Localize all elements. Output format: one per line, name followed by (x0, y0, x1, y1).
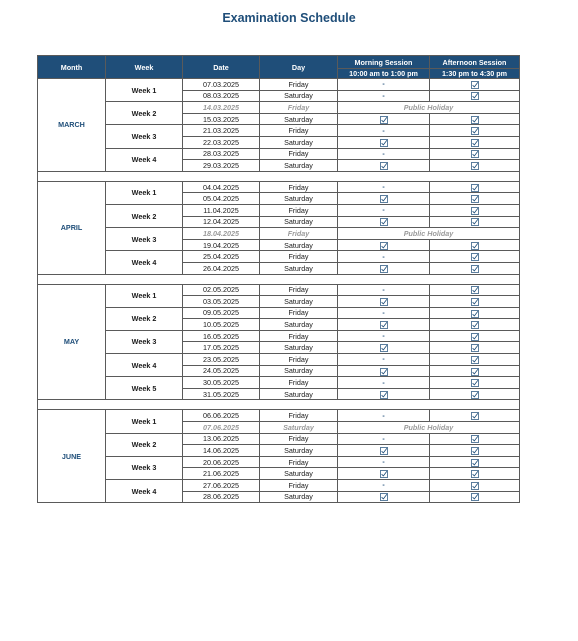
morning-session-cell (338, 216, 430, 228)
week-cell: Week 1 (106, 79, 183, 102)
checkbox-checked-icon (471, 333, 479, 341)
checkbox-checked-icon (380, 391, 388, 399)
morning-session-cell (338, 342, 430, 354)
checkbox-checked-icon (471, 470, 479, 478)
morning-session-cell (338, 491, 430, 503)
checkbox-checked-icon (380, 242, 388, 250)
separator-cell (38, 400, 520, 410)
month-cell: MAY (38, 284, 106, 400)
afternoon-session-cell (430, 377, 520, 389)
morning-session-cell (338, 204, 430, 216)
day-cell: Saturday (260, 365, 338, 377)
checkbox-checked-icon (380, 218, 388, 226)
day-cell: Saturday (260, 468, 338, 480)
day-cell: Friday (260, 354, 338, 366)
morning-session-cell (338, 239, 430, 251)
date-cell: 24.05.2025 (183, 365, 260, 377)
table-row (38, 330, 520, 342)
day-cell: Friday (260, 181, 338, 193)
day-cell: Friday (260, 102, 338, 114)
no-session-dash: - (382, 81, 385, 89)
date-cell: 27.06.2025 (183, 480, 260, 492)
checkbox-checked-icon (471, 184, 479, 192)
afternoon-session-cell (430, 239, 520, 251)
checkbox-checked-icon (380, 298, 388, 306)
week-cell: Week 2 (106, 102, 183, 125)
checkbox-checked-icon (380, 116, 388, 124)
morning-session-cell (338, 365, 430, 377)
month-cell: MARCH (38, 79, 106, 172)
table-row (38, 307, 520, 319)
week-cell: Week 3 (106, 228, 183, 251)
day-cell: Saturday (260, 193, 338, 205)
table-row (38, 228, 520, 240)
morning-session-cell (338, 354, 430, 366)
day-cell: Saturday (260, 216, 338, 228)
afternoon-session-cell (430, 125, 520, 137)
checkbox-checked-icon (471, 412, 479, 420)
header-morning-session: Morning Session (338, 56, 430, 69)
month-separator (38, 274, 520, 284)
checkbox-checked-icon (471, 92, 479, 100)
day-cell: Saturday (260, 342, 338, 354)
afternoon-session-cell (430, 433, 520, 445)
morning-session-cell (338, 388, 430, 400)
checkbox-checked-icon (380, 368, 388, 376)
afternoon-session-cell (430, 204, 520, 216)
checkbox-checked-icon (471, 207, 479, 215)
header-morning-time: 10:00 am to 1:00 pm (338, 69, 430, 79)
header-afternoon-session: Afternoon Session (430, 56, 520, 69)
day-cell: Saturday (260, 319, 338, 331)
checkbox-checked-icon (471, 379, 479, 387)
afternoon-session-cell (430, 193, 520, 205)
checkbox-checked-icon (471, 139, 479, 147)
date-cell: 13.06.2025 (183, 433, 260, 445)
week-cell: Week 3 (106, 125, 183, 148)
day-cell: Friday (260, 433, 338, 445)
morning-session-cell (338, 251, 430, 263)
morning-session-cell (338, 445, 430, 457)
checkbox-checked-icon (471, 368, 479, 376)
checkbox-checked-icon (471, 162, 479, 170)
schedule-table (37, 55, 520, 503)
morning-session-cell (338, 307, 430, 319)
day-cell: Saturday (260, 90, 338, 102)
week-cell: Week 4 (106, 251, 183, 274)
day-cell: Friday (260, 125, 338, 137)
afternoon-session-cell (430, 284, 520, 296)
date-cell: 16.05.2025 (183, 330, 260, 342)
checkbox-checked-icon (471, 81, 479, 89)
afternoon-session-cell (430, 342, 520, 354)
morning-session-cell (338, 377, 430, 389)
date-cell: 23.05.2025 (183, 354, 260, 366)
checkbox-checked-icon (380, 162, 388, 170)
date-cell: 10.05.2025 (183, 319, 260, 331)
date-cell: 25.04.2025 (183, 251, 260, 263)
day-cell: Saturday (260, 445, 338, 457)
week-cell: Week 3 (106, 456, 183, 479)
afternoon-session-cell (430, 456, 520, 468)
morning-session-cell (338, 193, 430, 205)
day-cell: Saturday (260, 422, 338, 434)
checkbox-checked-icon (471, 127, 479, 135)
table-row (38, 79, 520, 91)
checkbox-checked-icon (471, 218, 479, 226)
date-cell: 12.04.2025 (183, 216, 260, 228)
checkbox-checked-icon (471, 493, 479, 501)
date-cell: 18.04.2025 (183, 228, 260, 240)
day-cell: Saturday (260, 113, 338, 125)
checkbox-checked-icon (380, 321, 388, 329)
morning-session-cell (338, 284, 430, 296)
morning-session-cell (338, 262, 430, 274)
afternoon-session-cell (430, 410, 520, 422)
checkbox-checked-icon (471, 435, 479, 443)
day-cell: Friday (260, 480, 338, 492)
afternoon-session-cell (430, 79, 520, 91)
week-cell: Week 1 (106, 181, 183, 204)
checkbox-checked-icon (471, 344, 479, 352)
separator-cell (38, 171, 520, 181)
no-session-dash: - (382, 92, 385, 100)
header-month: Month (38, 56, 106, 79)
afternoon-session-cell (430, 181, 520, 193)
table-header (38, 56, 520, 79)
table-row (38, 181, 520, 193)
date-cell: 31.05.2025 (183, 388, 260, 400)
afternoon-session-cell (430, 365, 520, 377)
no-session-dash: - (382, 207, 385, 215)
week-cell: Week 2 (106, 204, 183, 227)
week-cell: Week 4 (106, 148, 183, 171)
no-session-dash: - (382, 286, 385, 294)
date-cell: 15.03.2025 (183, 113, 260, 125)
week-cell: Week 4 (106, 480, 183, 503)
morning-session-cell (338, 456, 430, 468)
no-session-dash: - (382, 333, 385, 341)
checkbox-checked-icon (380, 265, 388, 273)
table-row (38, 251, 520, 263)
table-row (38, 102, 520, 114)
no-session-dash: - (382, 482, 385, 490)
morning-session-cell (338, 160, 430, 172)
checkbox-checked-icon (380, 470, 388, 478)
no-session-dash: - (382, 356, 385, 364)
checkbox-checked-icon (471, 265, 479, 273)
morning-session-cell (338, 90, 430, 102)
day-cell: Friday (260, 284, 338, 296)
morning-session-cell (338, 468, 430, 480)
checkbox-checked-icon (380, 493, 388, 501)
no-session-dash: - (382, 379, 385, 387)
table-row (38, 148, 520, 160)
table-row (38, 354, 520, 366)
week-cell: Week 1 (106, 410, 183, 433)
day-cell: Saturday (260, 296, 338, 308)
day-cell: Saturday (260, 136, 338, 148)
morning-session-cell (338, 433, 430, 445)
table-row (38, 456, 520, 468)
no-session-dash: - (382, 150, 385, 158)
date-cell: 29.03.2025 (183, 160, 260, 172)
checkbox-checked-icon (380, 344, 388, 352)
table-body (38, 79, 520, 503)
public-holiday-cell: Public Holiday (338, 422, 520, 434)
week-cell: Week 2 (106, 307, 183, 330)
day-cell: Friday (260, 456, 338, 468)
public-holiday-cell: Public Holiday (338, 102, 520, 114)
afternoon-session-cell (430, 388, 520, 400)
header-week: Week (106, 56, 183, 79)
checkbox-checked-icon (471, 447, 479, 455)
afternoon-session-cell (430, 160, 520, 172)
date-cell: 03.05.2025 (183, 296, 260, 308)
day-cell: Saturday (260, 388, 338, 400)
day-cell: Saturday (260, 262, 338, 274)
day-cell: Friday (260, 148, 338, 160)
morning-session-cell (338, 79, 430, 91)
afternoon-session-cell (430, 330, 520, 342)
morning-session-cell (338, 410, 430, 422)
table-row (38, 204, 520, 216)
checkbox-checked-icon (471, 391, 479, 399)
date-cell: 20.06.2025 (183, 456, 260, 468)
checkbox-checked-icon (471, 242, 479, 250)
morning-session-cell (338, 113, 430, 125)
day-cell: Saturday (260, 491, 338, 503)
morning-session-cell (338, 181, 430, 193)
checkbox-checked-icon (471, 253, 479, 261)
no-session-dash: - (382, 184, 385, 192)
month-cell: APRIL (38, 181, 106, 274)
date-cell: 02.05.2025 (183, 284, 260, 296)
day-cell: Friday (260, 377, 338, 389)
checkbox-checked-icon (471, 482, 479, 490)
morning-session-cell (338, 330, 430, 342)
week-cell: Week 2 (106, 433, 183, 456)
checkbox-checked-icon (471, 310, 479, 318)
checkbox-checked-icon (471, 116, 479, 124)
date-cell: 26.04.2025 (183, 262, 260, 274)
no-session-dash: - (382, 309, 385, 317)
day-cell: Friday (260, 79, 338, 91)
afternoon-session-cell (430, 468, 520, 480)
date-cell: 09.05.2025 (183, 307, 260, 319)
month-separator (38, 400, 520, 410)
checkbox-checked-icon (471, 286, 479, 294)
afternoon-session-cell (430, 491, 520, 503)
table-row (38, 284, 520, 296)
week-cell: Week 4 (106, 354, 183, 377)
date-cell: 05.04.2025 (183, 193, 260, 205)
checkbox-checked-icon (471, 195, 479, 203)
week-cell: Week 3 (106, 330, 183, 353)
checkbox-checked-icon (380, 447, 388, 455)
afternoon-session-cell (430, 216, 520, 228)
date-cell: 04.04.2025 (183, 181, 260, 193)
checkbox-checked-icon (380, 195, 388, 203)
no-session-dash: - (382, 435, 385, 443)
table-row (38, 410, 520, 422)
date-cell: 21.03.2025 (183, 125, 260, 137)
checkbox-checked-icon (471, 321, 479, 329)
day-cell: Saturday (260, 160, 338, 172)
checkbox-checked-icon (471, 150, 479, 158)
day-cell: Friday (260, 251, 338, 263)
table-row (38, 433, 520, 445)
table-row (38, 377, 520, 389)
header-day: Day (260, 56, 338, 79)
checkbox-checked-icon (380, 139, 388, 147)
page-title: Examination Schedule (222, 11, 356, 25)
no-session-dash: - (382, 253, 385, 261)
afternoon-session-cell (430, 113, 520, 125)
afternoon-session-cell (430, 262, 520, 274)
morning-session-cell (338, 480, 430, 492)
afternoon-session-cell (430, 148, 520, 160)
morning-session-cell (338, 296, 430, 308)
month-separator (38, 171, 520, 181)
date-cell: 14.06.2025 (183, 445, 260, 457)
month-cell: JUNE (38, 410, 106, 503)
afternoon-session-cell (430, 354, 520, 366)
header-afternoon-time: 1:30 pm to 4:30 pm (430, 69, 520, 79)
morning-session-cell (338, 319, 430, 331)
afternoon-session-cell (430, 296, 520, 308)
morning-session-cell (338, 136, 430, 148)
date-cell: 08.03.2025 (183, 90, 260, 102)
day-cell: Saturday (260, 239, 338, 251)
week-cell: Week 5 (106, 377, 183, 400)
day-cell: Friday (260, 228, 338, 240)
day-cell: Friday (260, 410, 338, 422)
no-session-dash: - (382, 459, 385, 467)
date-cell: 22.03.2025 (183, 136, 260, 148)
no-session-dash: - (382, 127, 385, 135)
date-cell: 17.05.2025 (183, 342, 260, 354)
table-row (38, 480, 520, 492)
date-cell: 07.06.2025 (183, 422, 260, 434)
checkbox-checked-icon (471, 356, 479, 364)
date-cell: 28.03.2025 (183, 148, 260, 160)
afternoon-session-cell (430, 307, 520, 319)
separator-cell (38, 274, 520, 284)
afternoon-session-cell (430, 251, 520, 263)
header-date: Date (183, 56, 260, 79)
afternoon-session-cell (430, 445, 520, 457)
afternoon-session-cell (430, 90, 520, 102)
date-cell: 28.06.2025 (183, 491, 260, 503)
date-cell: 11.04.2025 (183, 204, 260, 216)
day-cell: Friday (260, 307, 338, 319)
afternoon-session-cell (430, 136, 520, 148)
checkbox-checked-icon (471, 298, 479, 306)
date-cell: 19.04.2025 (183, 239, 260, 251)
date-cell: 21.06.2025 (183, 468, 260, 480)
public-holiday-cell: Public Holiday (338, 228, 520, 240)
day-cell: Friday (260, 204, 338, 216)
date-cell: 06.06.2025 (183, 410, 260, 422)
week-cell: Week 1 (106, 284, 183, 307)
morning-session-cell (338, 148, 430, 160)
checkbox-checked-icon (471, 459, 479, 467)
date-cell: 07.03.2025 (183, 79, 260, 91)
no-session-dash: - (382, 412, 385, 420)
table-row (38, 125, 520, 137)
morning-session-cell (338, 125, 430, 137)
afternoon-session-cell (430, 480, 520, 492)
afternoon-session-cell (430, 319, 520, 331)
day-cell: Friday (260, 330, 338, 342)
date-cell: 14.03.2025 (183, 102, 260, 114)
date-cell: 30.05.2025 (183, 377, 260, 389)
